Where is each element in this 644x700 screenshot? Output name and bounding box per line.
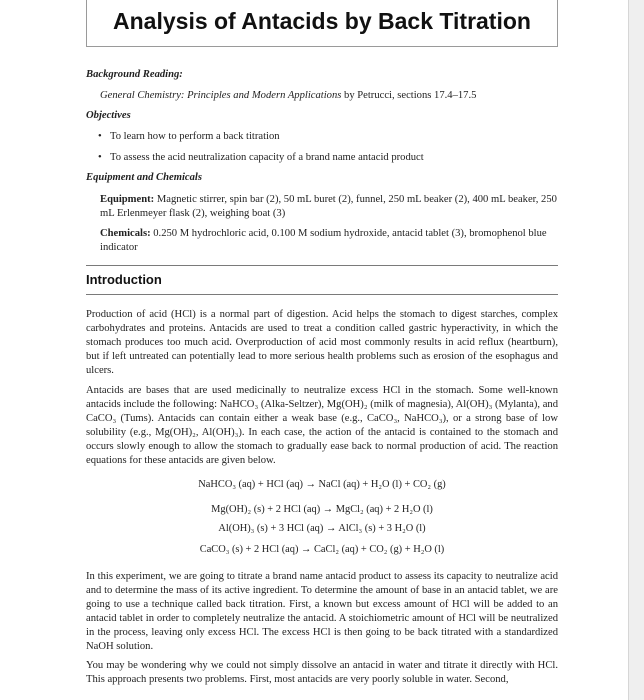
objective-item: • To assess the acid neutralization capacity of a brand name antacid product: [98, 152, 424, 163]
scrollbar-track[interactable]: [629, 0, 644, 700]
intro-paragraph-4: You may be wondering why we could not simply dissolve an antacid in water and titrate it directly with HCl. This approach presents two problems. First, most antacids are very poorly soluble in water. Second,: [86, 660, 558, 685]
section-divider: [86, 294, 558, 295]
chemicals-text: 0.250 M hydrochloric acid, 0.100 M sodium hydroxide, antacid tablet (3), bromophenol blue indicator: [100, 228, 547, 253]
background-heading: Background Reading:: [86, 69, 183, 80]
background-reference: [100, 89, 572, 103]
reference-sections: by Petrucci, sections 17.4–17.5: [341, 90, 477, 101]
equation-aloh3: Al(OH)₃ (s) + 3 HCl (aq) → AlCl₃ (s) + 3 H₂O (l): [218, 523, 426, 534]
bullet-icon: •: [98, 131, 102, 142]
equation-caco3: CaCO₃ (s) + 2 HCl (aq) → CaCl₂ (aq) + CO₂ (g) + H₂O (l): [199, 544, 445, 555]
equipment-label: Equipment:: [100, 194, 155, 205]
equipment-text: Magnetic stirrer, spin bar (2), 50 mL buret (2), funnel, 250 mL beaker (2), 400 mL beaker, 250 mL Erlenmeyer flask (2), weighing boat (3): [100, 194, 557, 219]
bullet-icon: •: [98, 152, 102, 163]
intro-paragraph-3: In this experiment, we are going to titrate a brand name antacid product to assess its capacity to neutralize acid and to determine the mass of its active ingredient. To determine the amount of base in an antacid tablet, we are going to use a technique called back titration. First, a known but excess amount of HCl will be added to an antacid tablet in order to completely neutralize the antacid. A stoichiometric amount of HCl will be neutralized in the process, leaving only excess HCl. The excess HCl is then going to be back titrated with a standardized NaOH solution.: [86, 571, 558, 652]
equation-mgoh2: Mg(OH)₂ (s) + 2 HCl (aq) → MgCl₂ (aq) + 2 H₂O (l): [211, 504, 433, 515]
intro-paragraph-1: Production of acid (HCl) is a normal part of digestion. Acid helps the stomach to digest starches, complex carbohydrates and proteins. Antacids are used to treat a condition called gastric hyperactivity, in which the stomach produces too much acid. Overproduction of acid most commonly results in acid reflux (heartburn), but if left untreated can potentially lead to more serious health problems such as erosion of the esophagus and ulcers.: [86, 309, 558, 376]
objective-item: • To learn how to perform a back titration: [98, 131, 280, 142]
section-divider: [86, 265, 558, 266]
equation-nahco3: NaHCO₃ (aq) + HCl (aq) → NaCl (aq) + H₂O (l) + CO₂ (g): [198, 479, 446, 490]
chemicals-label: Chemicals:: [100, 228, 151, 239]
intro-paragraph-2: Antacids are bases that are used medicinally to neutralize excess HCl in the stomach. Some well-known antacids include the following: NaHCO₃ (Alka-Seltzer), Mg(OH)₂ (milk of magnesia), Al(OH)₃ (Mylanta), and CaCO₃ (Tums). Antacids can contain either a weak base (e.g., CaCO₃, NaHCO₃), or a strong base of low solubility (e.g., Mg(OH)₂, Al(OH)₃). In each case, the action of the antacid is contained to the stomach and occurs slowly enough to allow the stomach to gradually ease back to normal production of acid. The reaction equations for these antacids are given below.: [86, 385, 558, 466]
equipment-list: [100, 193, 560, 221]
chemicals-list: [100, 227, 560, 255]
introduction-heading: Introduction: [86, 272, 162, 287]
document-title: Analysis of Antacids by Back Titration: [86, 0, 558, 47]
objectives-heading: Objectives: [86, 110, 131, 121]
reference-title: General Chemistry: Principles and Modern Applications: [100, 90, 342, 101]
equipment-heading: Equipment and Chemicals: [86, 172, 202, 183]
